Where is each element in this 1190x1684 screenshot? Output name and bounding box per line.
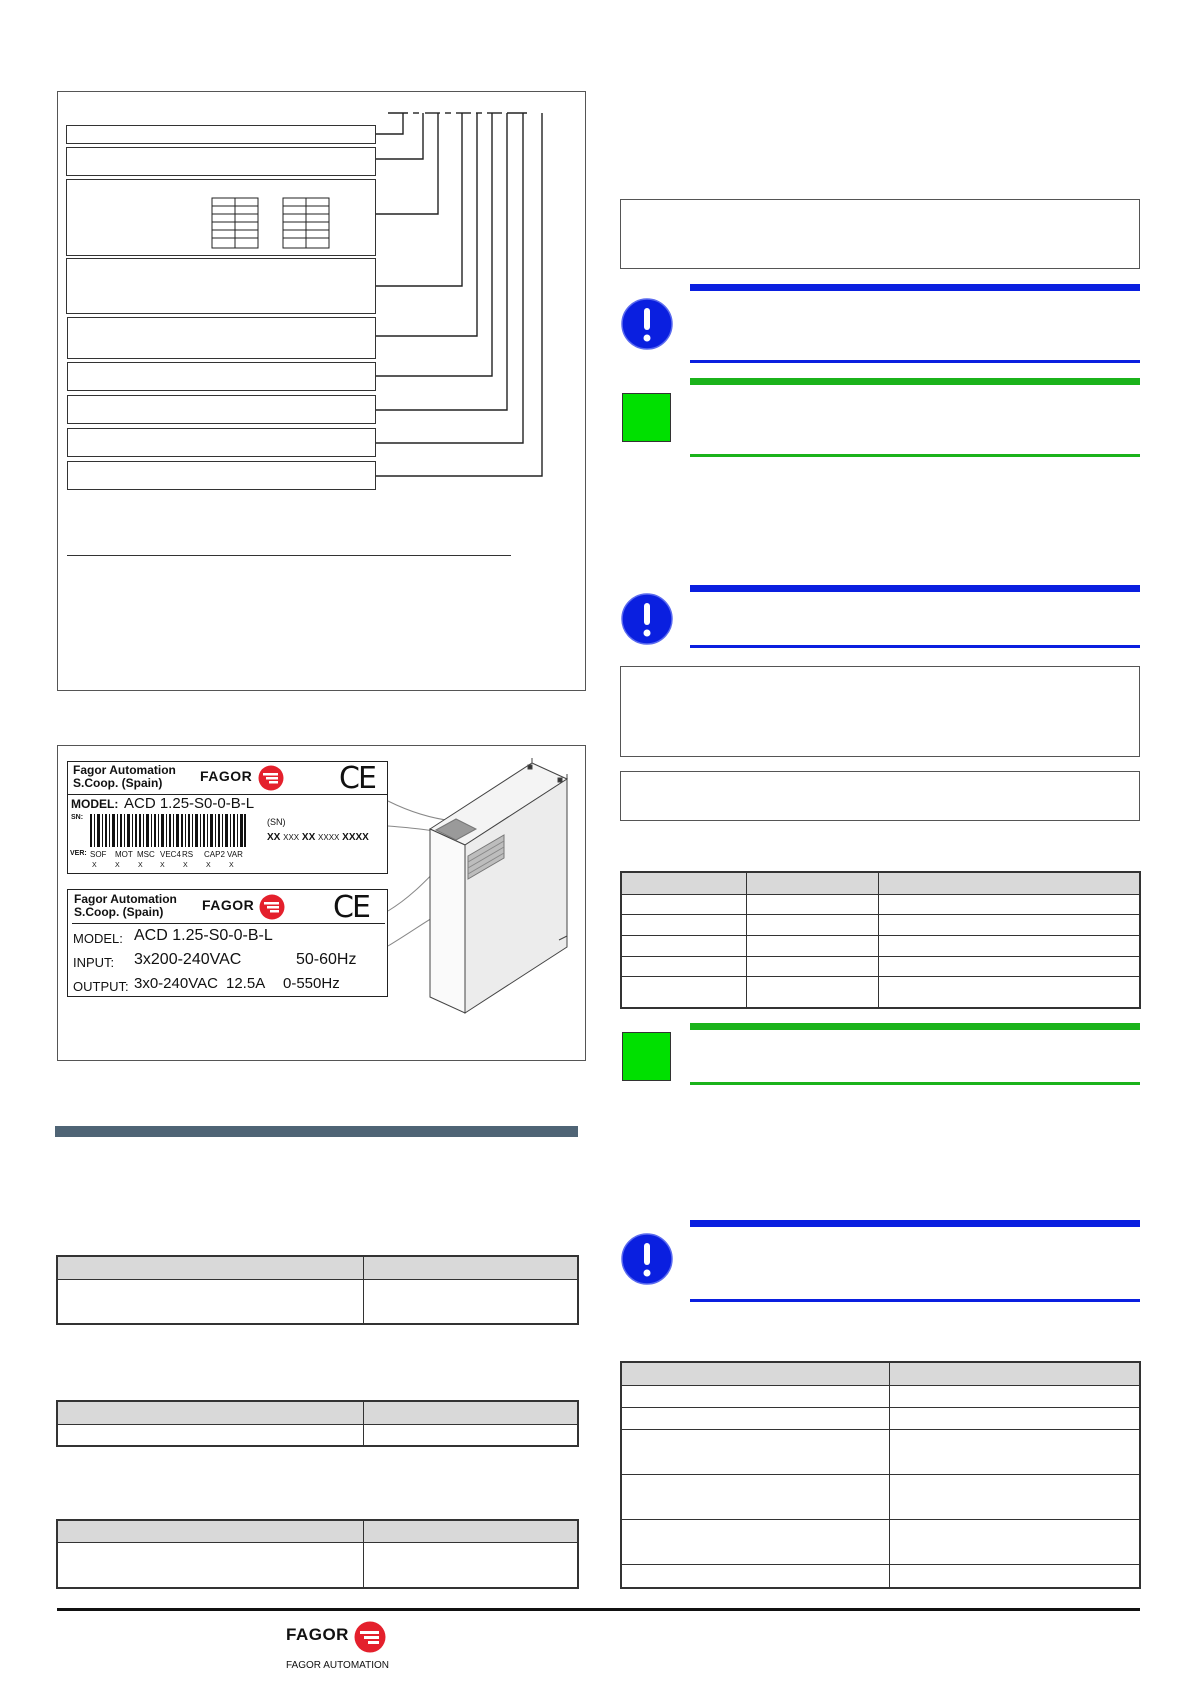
right-table-2 — [620, 1361, 1141, 1589]
left-table-2-header-2 — [364, 1401, 579, 1424]
sn-xx2: XX — [301, 832, 316, 843]
right-table-2-cell — [621, 1564, 890, 1588]
ver-value-4: X — [160, 862, 165, 869]
left-table-3-header-2 — [364, 1520, 579, 1542]
ver-field-sof: SOF — [90, 850, 107, 859]
fagor-logo-icon — [354, 1621, 386, 1653]
ver-value-1: X — [92, 862, 97, 869]
ver-field-var: VAR — [227, 850, 243, 859]
right-table-1-cell — [879, 894, 1141, 915]
warning-3-top-bar — [690, 1220, 1140, 1227]
right-table-2-cell — [621, 1385, 890, 1407]
right-table-2-cell — [890, 1564, 1141, 1588]
designation-field-3 — [66, 179, 376, 256]
left-table-1-header-2 — [364, 1256, 579, 1279]
sn-xxxx1: XXXX — [318, 833, 340, 842]
ver-field-vec4: VEC4 — [160, 850, 181, 859]
warning-2-top-bar — [690, 585, 1140, 592]
left-table-1-header-1 — [57, 1256, 364, 1279]
note-1-bottom-bar — [690, 454, 1140, 457]
warning-1-bottom-bar — [690, 360, 1140, 363]
left-table-1-cell — [57, 1279, 364, 1324]
drive-module-drawing — [58, 746, 587, 1062]
left-table-3-cell — [364, 1542, 579, 1588]
right-table-2-cell — [621, 1407, 890, 1429]
note-1-top-bar — [690, 378, 1140, 385]
plate-bottom-input-label: INPUT: — [73, 955, 115, 970]
right-table-2-cell — [890, 1385, 1141, 1407]
sn-xx1: XX — [267, 832, 281, 843]
plate-bottom-output-value: 3x0-240VAC — [134, 975, 218, 992]
right-table-1-cell — [621, 894, 747, 915]
right-table-1-cell — [747, 977, 879, 1008]
right-table-2-header-1 — [621, 1362, 890, 1385]
plate-bottom-model-value: ACD 1.25-S0-0-B-L — [134, 927, 273, 944]
plate-bottom-output-label: OUTPUT: — [73, 979, 129, 994]
note-2-bottom-bar — [690, 1082, 1140, 1085]
right-table-1-header-1 — [621, 872, 747, 894]
ver-value-6: X — [206, 862, 211, 869]
right-table-2-cell — [890, 1519, 1141, 1564]
right-table-1-cell — [621, 935, 747, 956]
left-table-1 — [56, 1255, 579, 1325]
warning-3-bottom-bar — [690, 1299, 1140, 1302]
footer-rule — [57, 1608, 1140, 1611]
designation-field-1 — [66, 125, 376, 144]
plate-bottom-company-line1: Fagor Automation — [74, 892, 177, 906]
right-table-1-cell — [747, 935, 879, 956]
designation-field-8 — [67, 428, 376, 457]
plate-bottom-input-freq: 50-60Hz — [296, 951, 357, 968]
left-table-2-cell — [364, 1424, 579, 1446]
plate-bottom-brand: FAGOR — [202, 897, 255, 913]
green-square-icon — [622, 393, 671, 442]
ver-field-msc: MSC — [137, 850, 155, 859]
footer-subtitle: FAGOR AUTOMATION — [286, 1660, 389, 1671]
right-textbox-1 — [620, 199, 1140, 269]
right-table-1-cell — [747, 894, 879, 915]
plate-top-ver-label: VER: — [70, 850, 87, 857]
left-table-2-cell — [57, 1424, 364, 1446]
plate-bottom-model-label: MODEL: — [73, 931, 123, 946]
plate-top-sn-label: SN: — [71, 814, 84, 821]
section-heading-bar — [55, 1126, 578, 1137]
right-table-2-cell — [890, 1407, 1141, 1429]
left-table-3 — [56, 1519, 579, 1589]
ver-value-7: X — [229, 862, 234, 869]
designation-grid-icons — [67, 180, 377, 257]
plate-bottom-input-value: 3x200-240VAC — [134, 951, 242, 968]
designation-diagram — [57, 91, 586, 691]
designation-separator — [67, 555, 511, 556]
left-table-2-header-1 — [57, 1401, 364, 1424]
note-2-top-bar — [690, 1023, 1140, 1030]
right-table-2-cell — [890, 1474, 1141, 1519]
ver-value-2: X — [115, 862, 120, 869]
ver-field-mot: MOT — [115, 850, 133, 859]
plate-top-company-line2: S.Coop. (Spain) — [73, 776, 163, 790]
plate-top-company-line1: Fagor Automation — [73, 763, 176, 777]
plate-top-brand: FAGOR — [200, 768, 253, 784]
right-table-1-cell — [879, 935, 1141, 956]
plate-top-sn-paren: (SN) — [267, 817, 286, 827]
left-table-3-cell — [57, 1542, 364, 1588]
right-table-1-cell — [621, 915, 747, 936]
sn-xxx: XXX — [283, 833, 300, 842]
right-table-2-cell — [621, 1429, 890, 1474]
plate-bottom-output-freq: 0-550Hz — [283, 975, 340, 992]
designation-field-4 — [66, 258, 376, 314]
warning-1-top-bar — [690, 284, 1140, 291]
left-table-1-cell — [364, 1279, 579, 1324]
ver-value-5: X — [183, 862, 188, 869]
designation-field-5 — [67, 317, 376, 359]
green-square-icon — [622, 1032, 671, 1081]
plates-figure — [57, 745, 586, 1061]
left-table-2 — [56, 1400, 579, 1447]
designation-field-9 — [67, 461, 376, 490]
designation-field-6 — [67, 362, 376, 391]
right-table-2-header-2 — [890, 1362, 1141, 1385]
sn-xxxx2: XXXX — [342, 832, 369, 843]
right-table-1 — [620, 871, 1141, 1009]
plate-bottom-company-line2: S.Coop. (Spain) — [74, 905, 164, 919]
designation-field-2 — [66, 147, 376, 176]
right-table-1-cell — [879, 956, 1141, 977]
designation-field-7 — [67, 395, 376, 424]
exclamation-circle-icon — [621, 1233, 673, 1285]
ver-field-rs: RS — [182, 850, 194, 859]
right-table-2-cell — [621, 1519, 890, 1564]
plate-bottom-ce-mark: CE — [333, 890, 369, 925]
footer-brand: FAGOR — [286, 1625, 349, 1644]
right-table-1-cell — [879, 977, 1141, 1008]
right-table-1-cell — [621, 956, 747, 977]
ver-field-cap2: CAP2 — [204, 850, 225, 859]
right-table-1-cell — [621, 977, 747, 1008]
right-textbox-3 — [620, 771, 1140, 821]
ver-value-3: X — [138, 862, 143, 869]
right-table-1-header-3 — [879, 872, 1141, 894]
right-table-1-cell — [879, 915, 1141, 936]
right-table-1-cell — [747, 956, 879, 977]
right-table-2-cell — [621, 1474, 890, 1519]
plate-bottom-output-current: 12.5A — [226, 975, 266, 992]
right-table-2-cell — [890, 1429, 1141, 1474]
right-textbox-2 — [620, 666, 1140, 757]
left-table-3-header-1 — [57, 1520, 364, 1542]
plate-top-ce-mark: CE — [339, 761, 375, 796]
right-table-1-header-2 — [747, 872, 879, 894]
plate-top-model-label: MODEL: — [71, 797, 119, 811]
right-table-1-cell — [747, 915, 879, 936]
exclamation-circle-icon — [621, 593, 673, 645]
exclamation-circle-icon — [621, 298, 673, 350]
plate-top-model-value: ACD 1.25-S0-0-B-L — [124, 795, 255, 812]
warning-2-bottom-bar — [690, 645, 1140, 648]
